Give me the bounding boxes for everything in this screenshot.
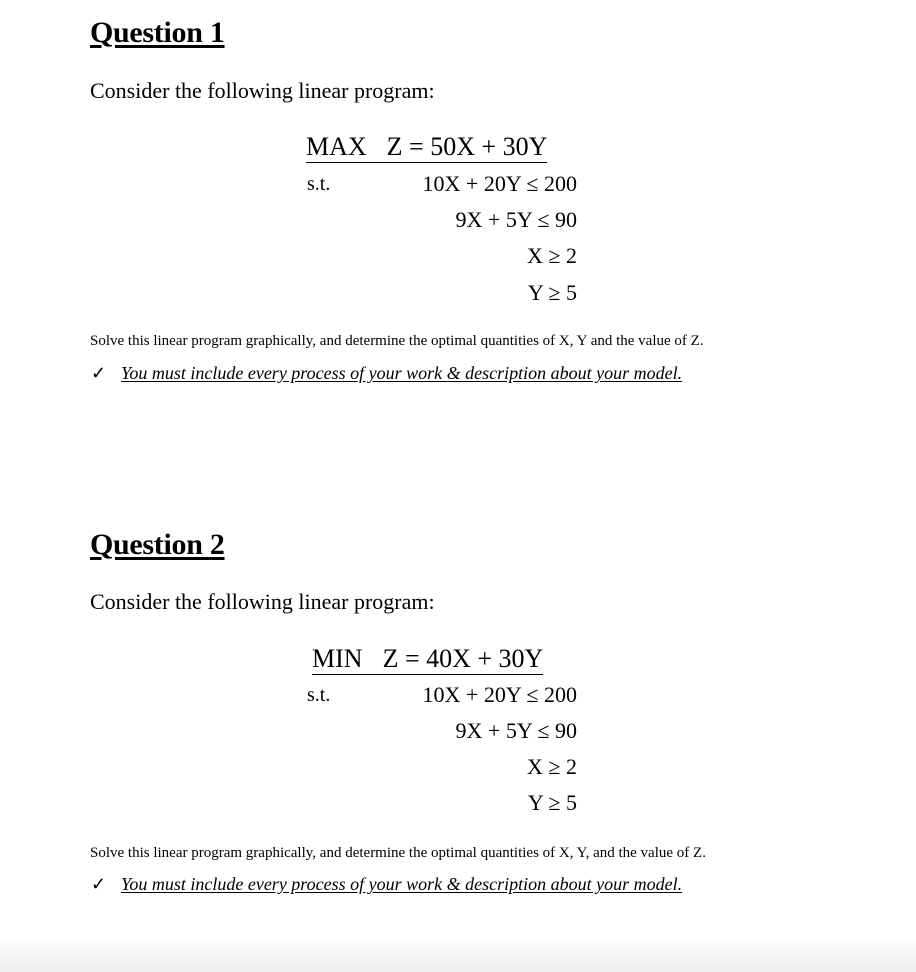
question-2-constraint-3: X ≥ 2 — [527, 754, 577, 779]
question-1-constraint-1: 10X + 20Y ≤ 200 — [422, 171, 577, 196]
question-2-intro: Consider the following linear program: — [90, 589, 435, 614]
question-1-constraint-2: 9X + 5Y ≤ 90 — [455, 207, 577, 232]
question-2-st-label: s.t. — [307, 684, 331, 706]
objective-sense: MIN — [312, 644, 363, 673]
question-2-constraint-4: Y ≥ 5 — [527, 790, 577, 815]
question-2-objective — [312, 644, 543, 675]
objective-sense: MAX — [306, 132, 367, 161]
checkmark-icon: ✓ — [91, 874, 107, 894]
objective-function: Z = 50X + 30Y — [386, 132, 548, 161]
page-bottom-shadow — [0, 935, 916, 972]
objective-function: Z = 40X + 30Y — [382, 644, 544, 673]
question-1-title: Question 1 — [90, 16, 225, 49]
question-1-instruction: Solve this linear program graphically, and determine the optimal quantities of X, Y and the value of Z. — [90, 333, 704, 349]
question-1-note — [91, 363, 682, 384]
question-1-constraint-4: Y ≥ 5 — [527, 280, 577, 305]
question-2-constraint-1: 10X + 20Y ≤ 200 — [422, 682, 577, 707]
question-2-instruction: Solve this linear program graphically, and determine the optimal quantities of X, Y, and the value of Z. — [90, 845, 706, 861]
question-2-constraint-2: 9X + 5Y ≤ 90 — [455, 718, 577, 743]
question-1-objective — [306, 132, 547, 163]
note-text: You must include every process of your work & description about your model. — [121, 874, 683, 894]
note-text: You must include every process of your work & description about your model. — [121, 363, 683, 383]
question-1-constraint-3: X ≥ 2 — [527, 243, 577, 268]
question-2-note — [91, 874, 682, 895]
question-1-intro: Consider the following linear program: — [90, 78, 435, 103]
checkmark-icon: ✓ — [91, 363, 107, 383]
question-1-st-label: s.t. — [307, 173, 331, 195]
question-2-title: Question 2 — [90, 528, 225, 561]
